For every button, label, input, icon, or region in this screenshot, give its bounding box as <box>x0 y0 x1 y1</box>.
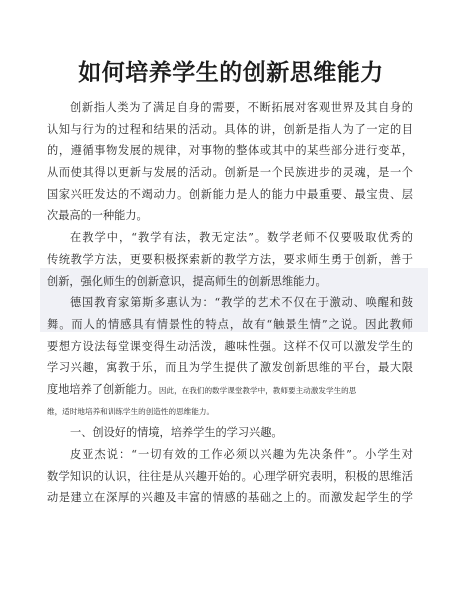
document-body <box>47 97 413 509</box>
paragraph-1-line-4: 从而使其得以更新与发展的活动。创新是一个民族进步的灵魂，是一个 <box>47 166 413 180</box>
section-heading-1: 一、创设好的情境，培养学生的学习兴趣。 <box>70 426 283 440</box>
paragraph-1-line-5: 国家兴旺发达的不竭动力。创新能力是人的能力中最重要、最宝贵、层 <box>47 187 413 201</box>
paragraph-1-line-1: 创新指人类为了满足自身的需要，不断拓展对客观世界及其自身的 <box>70 101 413 114</box>
paragraph-5-line-1: 皮亚杰说：“一切有效的工作必须以兴趣为先决条件”。小学生对 <box>70 448 413 461</box>
paragraph-1-line-6: 次最高的一种能力。 <box>47 209 148 223</box>
paragraph-1-line-3: 的，遵循事物发展的规律，对事物的整体或其中的某些部分进行变革， <box>47 144 413 158</box>
paragraph-2-line-3: 创新，强化师生的创新意识，提高师生的创新思维能力。 <box>47 274 327 288</box>
paragraph-3-line-5-text: 度地培养了创新能力。 <box>47 382 159 396</box>
paragraph-1-line-2: 认知与行为的过程和结果的活动。具体的讲，创新是指人为了一定的目 <box>47 122 413 136</box>
paragraph-3-line-1: 德国教育家第斯多惠认为：“教学的艺术不仅在于激动、唤醒和鼓 <box>70 296 413 310</box>
paragraph-3-line-4: 学习兴趣，寓教于乐，而且为学生提供了激发创新思维的平台，最大限 <box>47 361 413 375</box>
paragraph-2-line-2: 传统教学方法，更要积极探索新的教学方法，要求师生勇于创新，善于 <box>47 252 413 266</box>
paragraph-2-line-1: 在教学中，“教学有法，教无定法”。数学老师不仅要吸取优秀的 <box>70 231 413 245</box>
paragraph-3-line-3: 要想方设法每堂课变得生动活泼，趣味性强。这样不仅可以激发学生的 <box>47 339 413 353</box>
document-title: 如何培养学生的创新思维能力 <box>78 60 384 86</box>
paragraph-3-line-5 <box>47 379 413 401</box>
paragraph-3-line-2: 舞。而人的情感具有情景性的特点，故有“触景生情”之说。因此教师 <box>47 317 413 331</box>
paragraph-3-small-line: 维，适时地培养和训练学生的创造性的思维能力。 <box>47 406 215 416</box>
paragraph-5-line-3: 动是建立在深厚的兴趣及丰富的情感的基础之上的。而激发起学生的学 <box>47 491 413 505</box>
paragraph-5-line-2: 数学知识的认识，往往是从兴趣开始的。心理学研究表明，积极的思维活 <box>47 469 413 483</box>
paragraph-3-small-tail: 因此，在我们的数学课堂教学中，教师要主动激发学生的思 <box>158 385 357 395</box>
